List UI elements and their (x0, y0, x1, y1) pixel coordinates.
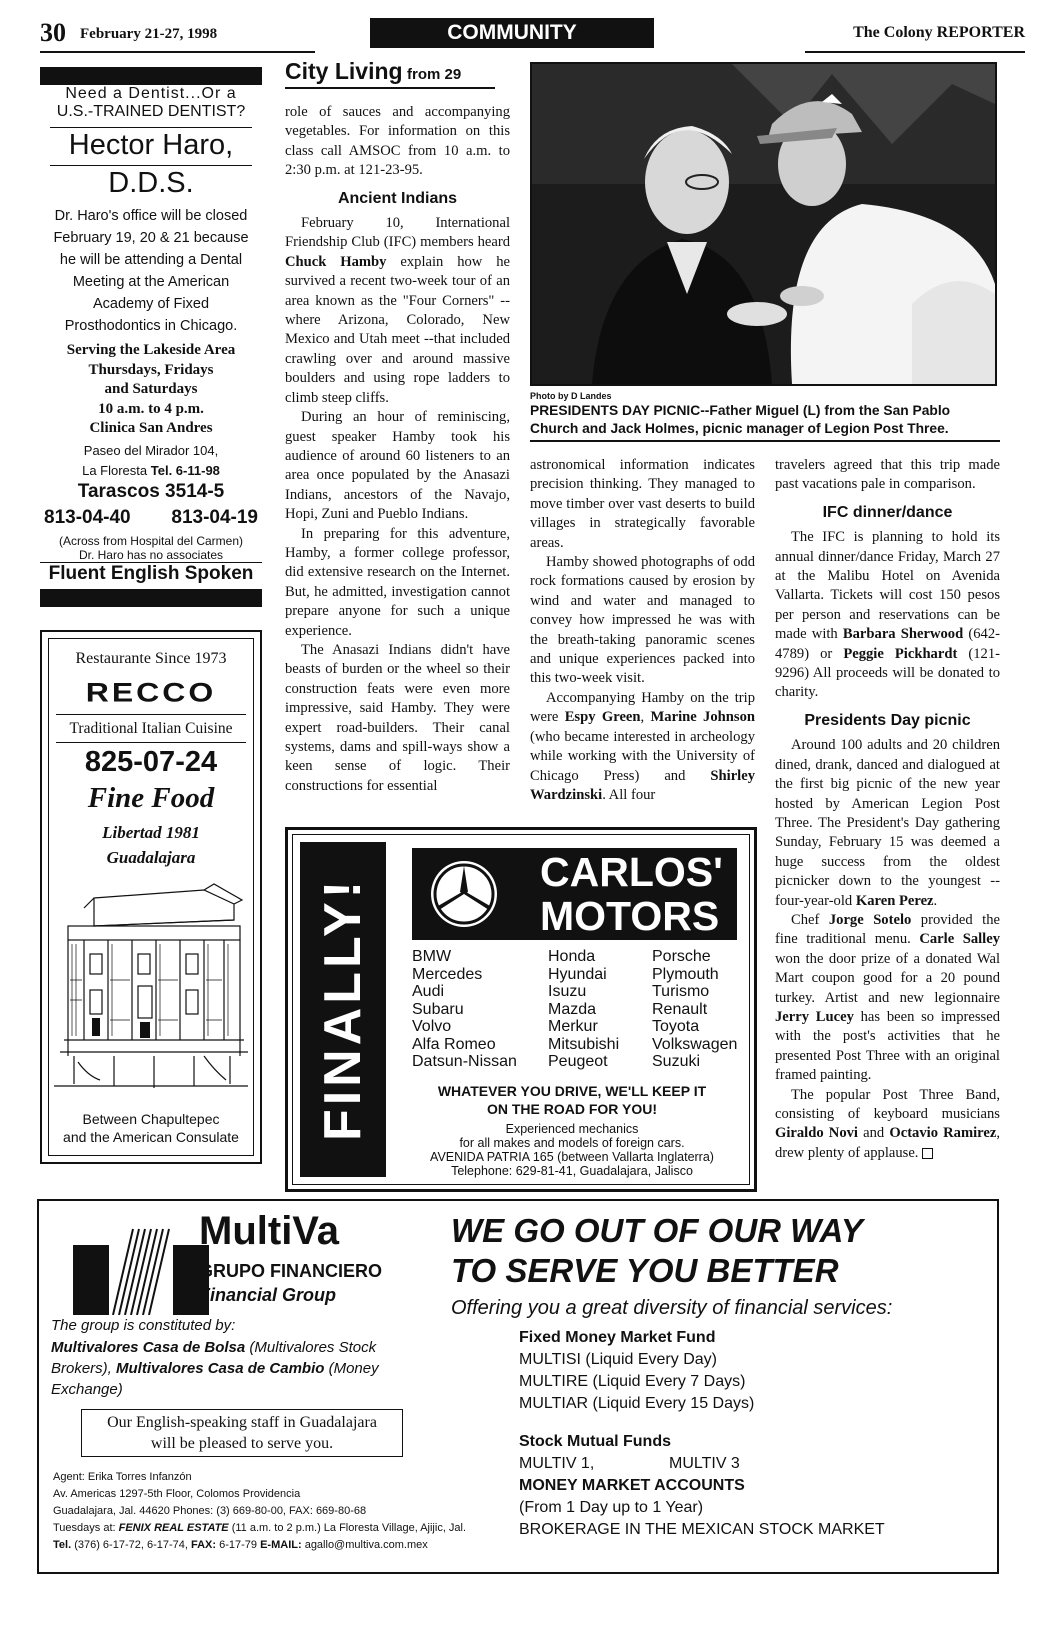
photo-credit: Photo by D Landes (530, 391, 612, 401)
multiva-companies: Multivalores Casa de Bolsa (Multivalores Stock Brokers), Multivalores Casa de Cambio (Money Exchange) (51, 1339, 379, 1398)
masthead (40, 18, 1025, 52)
carlos-mech-2: for all makes and models of foreign cars. (459, 1136, 685, 1150)
article-paragraph: During an hour of reminiscing, guest speaker Hamby took his audience of around 60 listeners to an area once populated by the Anasazi Indians, ancestors of the Navajo, Hopi, Zuni and Pueblo Indians. (285, 409, 510, 523)
page-number: 30 (40, 18, 66, 47)
article-paragraph: travelers agreed that this trip made past vacations pale in comparison. (775, 457, 1000, 493)
car-brand: Suzuki (652, 1053, 701, 1070)
person-name: Jerry Lucey (775, 1008, 854, 1025)
multiva-fund-2: MULTIRE (Liquid Every 7 Days) (519, 1373, 746, 1390)
multiva-mma: MONEY MARKET ACCOUNTS (519, 1477, 745, 1494)
multiva-fixed-title: Fixed Money Market Fund (519, 1329, 716, 1346)
person-name: Karen Perez (855, 892, 934, 909)
assoc-note: Dr. Haro has no associates (40, 548, 262, 563)
multiva-ad (37, 1199, 999, 1574)
finally-text: FINALLY! (314, 876, 372, 1142)
car-brand: BMW (412, 948, 452, 965)
multiva-financial: Financial Group (199, 1285, 337, 1305)
multiva-offering: Offering you a great diversity of financial services: (451, 1297, 893, 1319)
article-paragraph: The Anasazi Indians didn't have beasts of burden or the wheel so their construction feats were even more impressive, said Hamby. They were expert road-builders. Their canal systems, dams and spill-ways show a keen sense of logic. Their constructions for essential (285, 641, 510, 794)
section-banner (370, 18, 654, 48)
article-paragraph: astronomical information indicates precision thinking. They managed to move timber over vast deserts to build villages in strategically favorable areas. (530, 457, 755, 551)
multiva-staff-2: will be pleased to serve you. (150, 1435, 334, 1452)
carlos-mech-1: Experienced mechanics (505, 1122, 639, 1136)
multiva-address-2: Guadalajara, Jal. 44620 Phones: (3) 669-80-00, FAX: 669-80-68 (53, 1505, 367, 1517)
multiva-staff-1: Our English-speaking staff in Guadalajara (107, 1414, 377, 1431)
car-brand: Peugeot (548, 1053, 608, 1070)
carlos-title-2: MOTORS (540, 893, 720, 939)
picnic-photo (530, 62, 997, 386)
office-days-1: Thursdays, Fridays (88, 361, 214, 378)
restaurant-street: Libertad 1981 (102, 823, 200, 842)
article-heading (285, 58, 510, 89)
restaurant-between1: Between Chapultepec (82, 1111, 220, 1127)
black-bar-bottom (40, 589, 262, 607)
car-brand: Volkswagen (652, 1035, 738, 1053)
subhead-ifc-dinner: IFC dinner/dance (822, 503, 953, 521)
car-brand: Mercedes (412, 965, 483, 983)
issue-date: February 21-27, 1998 (80, 26, 218, 42)
article-column-1 (285, 103, 510, 796)
across-note: (Across from Hospital del Carmen) (58, 534, 244, 548)
multiva-logo-icon (73, 1219, 209, 1315)
person-name: Octavio Ramirez (889, 1125, 997, 1142)
brands-col-1 (412, 948, 547, 1071)
restaurant-tagline: Fine Food (87, 782, 215, 814)
article-paragraph: The IFC is planning to hold its annual dinner/dance Friday, March 27 at the Malibu Hotel on Avenida Vallarta. Tickets will cost 150 pesos per person and reservations can be made with Barbara Sherwood (642-4789) or Peggie Pickhardt (121-9296) All proceeds will be donated to charity. (775, 529, 1001, 701)
article-paragraph: The popular Post Three Band, consisting of keyboard musicians Giraldo Novi and Octavio Ramirez, drew plenty of applause. (775, 1086, 1001, 1161)
article-jump: from 29 (407, 66, 462, 83)
multiva-mma-sub: (From 1 Day up to 1 Year) (519, 1499, 704, 1516)
person-name: Shirley Wardzinski (530, 767, 755, 803)
car-brand: Subaru (412, 1000, 464, 1018)
subhead-ancient-indians: Ancient Indians (337, 189, 458, 207)
person-name: Carle Salley (919, 931, 1000, 948)
carlos-title-1: CARLOS' (540, 849, 723, 895)
car-brand: Merkur (548, 1018, 598, 1035)
restaurant-city: Guadalajara (106, 848, 196, 867)
dentist-ad (40, 67, 262, 615)
dentist-title: D.D.S. (108, 167, 194, 199)
car-brand: Renault (652, 1000, 708, 1018)
carlos-header (412, 848, 737, 940)
dentist-name: Hector Haro, (68, 129, 234, 161)
car-brand: Audi (412, 983, 445, 1000)
multiva-stock-title: Stock Mutual Funds (519, 1433, 671, 1450)
multiva-staff-box (81, 1409, 403, 1457)
person-name: Marine Johnson (650, 709, 755, 726)
clinic-colonia: La Floresta (82, 463, 148, 478)
car-brand: Volvo (412, 1018, 452, 1035)
mercedes-star-icon (424, 856, 504, 932)
car-brand: Toyota (652, 1018, 700, 1035)
article-title: City Living (285, 58, 403, 84)
black-bar (40, 67, 262, 85)
article-paragraph: Chef Jorge Sotelo provided the fine traditional menu. Carle Salley won the door prize of a donated Wal Mart coupon good for a 20 pound turkey. Artist and new legionnaire Jerry Lucey has been so impressed with the post's activities that he presented Post Three with an original framed painting. (775, 911, 1000, 1084)
car-brand: Mazda (548, 1000, 597, 1018)
restaurant-logo: RECCO (85, 676, 217, 708)
car-brand: Hyundai (548, 965, 607, 983)
article-paragraph: February 10, International Friendship Club (IFC) members heard Chuck Hamby explain how he survived a recent two-week tour of an area known as the "Four Corners" -- where Arizona, Colorado, New Mexico and Utah meet --that included crawling over and around massive boulders and using rope ladders to climb steep cliffs. (285, 215, 511, 406)
article-paragraph: Accompanying Hamby on the trip were Espy Green, Marine Johnson (who became interested in archeology while working with the University of Chicago Press) and Shirley Wardzinski. All four (530, 689, 755, 803)
carlos-phone: Telephone: 629-81-41, Guadalajara, Jalisco (451, 1164, 693, 1178)
office-hours: 10 a.m. to 4 p.m. (98, 400, 204, 417)
car-brand: Plymouth (652, 965, 719, 983)
multiva-headline-2: TO SERVE YOU BETTER (451, 1252, 839, 1289)
paper-name: The Colony REPORTER (853, 24, 1025, 41)
article-paragraph: Around 100 adults and 20 children dined, drank, danced and dialogued at the first big picnic of the new year hosted by American Legion Post Three. The President's Day gathering Sunday, February 15 was deemed a huge success from the oldest picnicker down to the youngest -- four-year-old Karen Perez. (775, 737, 1000, 909)
subhead-presidents-picnic: Presidents Day picnic (804, 711, 971, 729)
multiva-agent: Agent: Erika Torres Infanzón (53, 1471, 192, 1483)
brands-col-3 (652, 948, 752, 1071)
restaurant-ad (40, 630, 262, 1164)
multiva-fund-1: MULTISI (Liquid Every Day) (519, 1351, 717, 1368)
person-name: Barbara Sherwood (842, 626, 964, 643)
car-brand: Turismo (652, 983, 710, 1000)
carlos-address: AVENIDA PATRIA 165 (between Vallarta Inglaterra) (430, 1150, 714, 1164)
person-name: Peggie Pickhardt (843, 645, 958, 662)
car-brand: Isuzu (548, 983, 587, 1000)
masthead-rule (40, 51, 315, 53)
multiva-stock-funds: MULTIV 1, MULTIV 3 (519, 1455, 740, 1472)
person-name: Espy Green (564, 709, 641, 726)
end-mark-icon (922, 1148, 933, 1159)
dentist-line1: Need a Dentist...Or a (65, 85, 237, 102)
english-spoken: Fluent English Spoken (48, 563, 254, 584)
multiva-headline-1: WE GO OUT OF OUR WAY (451, 1212, 863, 1249)
section-title: COMMUNITY (447, 21, 577, 44)
restaurant-since: Restaurante Since 1973 (75, 650, 227, 667)
multiva-fund-3: MULTIAR (Liquid Every 15 Days) (519, 1395, 755, 1412)
finally-banner (300, 842, 386, 1177)
office-days-2: and Saturdays (104, 381, 198, 397)
clinic-tel: Tel. 6-11-98 (150, 463, 220, 478)
multiva-brokerage: BROKERAGE IN THE MEXICAN STOCK MARKET (519, 1521, 885, 1538)
masthead-rule-right (805, 51, 1025, 53)
article-paragraph: In preparing for this adventure, Hamby, a former college professor, did extensive research on the Internet. But, he admitted, investigation cannot prepare anyone for such a unique experience. (285, 525, 510, 639)
multiva-grupo: GRUPO FINANCIERO (199, 1261, 383, 1281)
street-second: Tarascos 3514-5 (77, 481, 225, 502)
car-brand: Datsun-Nissan (412, 1053, 517, 1070)
multiva-name: MultiVa (199, 1209, 340, 1253)
building-illustration (54, 880, 248, 1092)
dentist-line2: U.S.-TRAINED DENTIST? (56, 103, 246, 120)
person-name: Chuck Hamby (285, 253, 387, 270)
person-name: Jorge Sotelo (828, 911, 912, 928)
multiva-constituted: The group is constituted by: (51, 1317, 236, 1334)
multiva-contact: Tel. (376) 6-17-72, 6-17-74, FAX: 6-17-79 E-MAIL: agallo@multiva.com.mex (53, 1539, 428, 1551)
phone-b: 813-04-19 (171, 507, 258, 528)
photo-caption: PRESIDENTS DAY PICNIC--Father Miguel (L) from the San Pablo Church and Jack Holmes, picnic manager of Legion Post Three. (530, 402, 1000, 442)
clinic-name: Clinica San Andres (89, 420, 213, 436)
carlos-slogan-1: WHATEVER YOU DRIVE, WE'LL KEEP IT (437, 1083, 707, 1099)
person-name: Giraldo Novi (775, 1125, 858, 1142)
photo-image (532, 64, 995, 384)
restaurant-between2: and the American Consulate (63, 1129, 239, 1145)
phone-a: 813-04-40 (44, 507, 131, 528)
restaurant-phone: 825-07-24 (84, 746, 218, 778)
restaurant-cuisine: Traditional Italian Cuisine (69, 720, 233, 737)
article-paragraph: role of sauces and accompanying vegetables. For information on this class call AMSOC from 10 a.m. to 2:30 p.m. at 121-23-95. (285, 104, 510, 179)
clinic-address: Paseo del Mirador 104, (83, 443, 219, 458)
car-brand: Porsche (652, 948, 711, 965)
article-column-2 (530, 456, 755, 805)
closure-notice: Dr. Haro's office will be closed February 19, 20 & 21 because he will be attending a Dental Meeting at the American Academy of Fixed Prosthodontics in Chicago. (53, 208, 249, 334)
car-brand: Alfa Romeo (412, 1035, 496, 1053)
multiva-tuesdays: Tuesdays at: FENIX REAL ESTATE (11 a.m. to 2 p.m.) La Floresta Village, Ajijic, Jal. (53, 1522, 467, 1534)
article-column-3 (775, 456, 1000, 1163)
brands-col-2 (548, 948, 653, 1071)
car-brand: Honda (548, 948, 596, 965)
carlos-slogan-2: ON THE ROAD FOR YOU! (486, 1101, 658, 1117)
carlos-motors-ad (285, 827, 757, 1192)
multiva-address-1: Av. Americas 1297-5th Floor, Colomos Providencia (53, 1488, 301, 1500)
article-paragraph: Hamby showed photographs of odd rock formations caused by erosion by wind and water and managed to convey how impressed he was with the breath-taking panoramic scenes and unique experiences packed into this two-week visit. (530, 554, 755, 687)
serving-area: Serving the Lakeside Area (66, 342, 236, 358)
car-brand: Mitsubishi (548, 1035, 620, 1053)
